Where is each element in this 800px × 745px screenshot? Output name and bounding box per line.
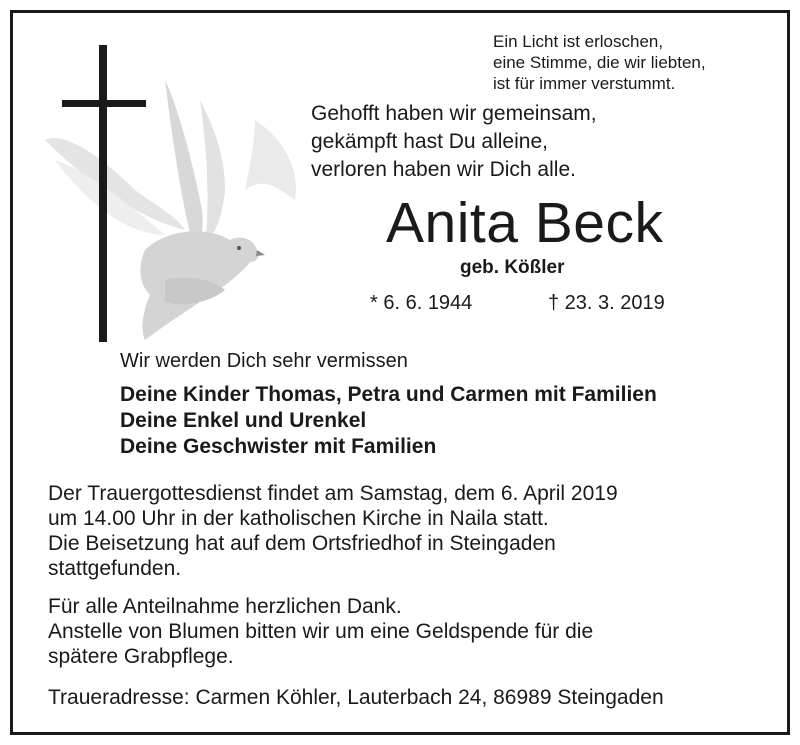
dove-icon xyxy=(45,80,296,340)
thanks-line: Anstelle von Blumen bitten wir um eine Geldspende für die xyxy=(48,620,594,643)
service-line: Die Beisetzung hat auf dem Ortsfriedhof in Steingaden xyxy=(48,532,556,555)
death-date: † 23. 3. 2019 xyxy=(548,292,665,314)
motto-long xyxy=(311,100,597,184)
motto-short-line: ist für immer verstummt. xyxy=(493,74,676,93)
service-line: um 14.00 Uhr in der katholischen Kirche in Naila statt. xyxy=(48,507,549,530)
thanks-line: spätere Grabpflege. xyxy=(48,645,234,668)
motto-short-line: Ein Licht ist erloschen, xyxy=(493,32,664,51)
deceased-name: Anita Beck xyxy=(386,191,664,255)
service-line: stattgefunden. xyxy=(48,557,182,580)
mourners-list xyxy=(120,382,657,460)
service-paragraph xyxy=(48,481,618,581)
mourner-line: Deine Geschwister mit Familien xyxy=(120,435,437,458)
service-line: Der Trauergottesdienst findet am Samstag, dem 6. April 2019 xyxy=(48,482,618,505)
mourning-address: Traueradresse: Carmen Köhler, Lauterbach 24, 86989 Steingaden xyxy=(48,686,664,709)
maiden-name: geb. Kößler xyxy=(460,257,565,278)
motto-short xyxy=(493,31,706,94)
motto-long-line: gekämpft hast Du alleine, xyxy=(311,130,548,153)
miss-line: Wir werden Dich sehr vermissen xyxy=(120,350,408,372)
birth-date: * 6. 6. 1944 xyxy=(370,292,473,314)
thanks-paragraph xyxy=(48,594,593,669)
motto-long-line: verloren haben wir Dich alle. xyxy=(311,158,576,181)
thanks-line: Für alle Anteilnahme herzlichen Dank. xyxy=(48,595,402,618)
motto-long-line: Gehofft haben wir gemeinsam, xyxy=(311,102,597,125)
cross-dove-emblem xyxy=(25,40,310,350)
mourner-line: Deine Kinder Thomas, Petra und Carmen mit Familien xyxy=(120,383,657,406)
mourner-line: Deine Enkel und Urenkel xyxy=(120,409,367,432)
motto-short-line: eine Stimme, die wir liebten, xyxy=(493,53,706,72)
